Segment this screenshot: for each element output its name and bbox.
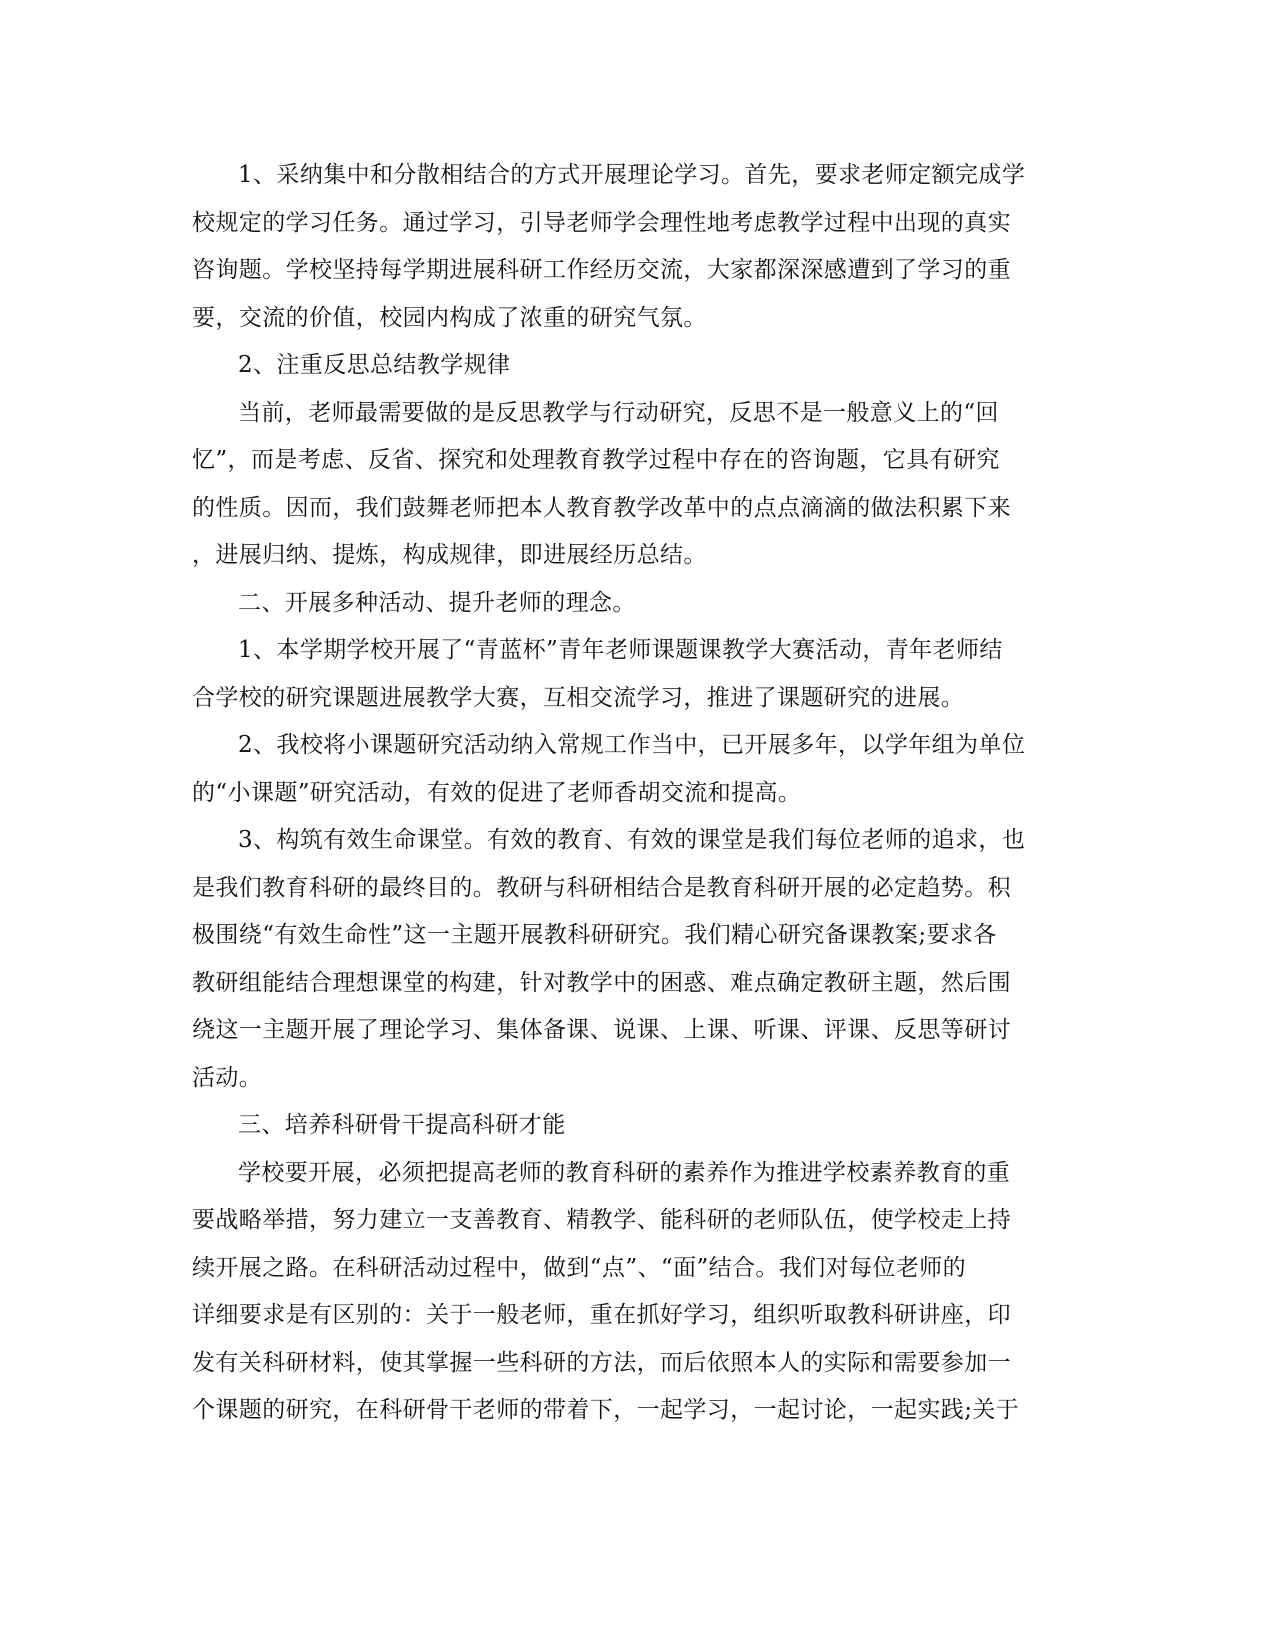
text-line: 1、采纳集中和分散相结合的方式开展理论学习。首先，要求老师定额完成学	[238, 162, 1026, 188]
text-line: ，进展归纳、提炼，构成规律，即进展经历总结。	[192, 542, 707, 568]
text-line: 学校要开展，必须把提高老师的教育科研的素养作为推进学校素养教育的重	[238, 1159, 1011, 1186]
text-line: 三、培养科研骨干提高科研才能	[238, 1112, 566, 1138]
text-line: 合学校的研究课题进展教学大赛，互相交流学习，推进了课题研究的进展。	[192, 684, 965, 711]
text-line: 1、本学期学校开展了“青蓝杯”青年老师课题课教学大赛活动，青年老师结	[238, 637, 1003, 663]
text-line: 教研组能结合理想课堂的构建，针对教学中的困惑、难点确定教研主题，然后围	[192, 969, 1011, 996]
text-line: 当前，老师最需要做的是反思教学与行动研究，反思不是一般意义上的“回	[238, 399, 999, 426]
text-line: 活动。	[192, 1064, 263, 1091]
text-line: 详细要求是有区别的：关于一般老师，重在抓好学习，组织听取教科研讲座，印	[192, 1302, 1011, 1328]
text-line: 的性质。因而，我们鼓舞老师把本人教育教学改革中的点点滴滴的做法积累下来	[192, 494, 1011, 521]
text-line: 2、注重反思总结教学规律	[238, 352, 511, 378]
text-line: 个课题的研究，在科研骨干老师的带着下，一起学习，一起讨论，一起实践;关于	[192, 1397, 1020, 1423]
text-line: 忆”，而是考虑、反省、探究和处理教育教学过程中存在的咨询题，它具有研究	[192, 447, 1000, 473]
text-line: 绕这一主题开展了理论学习、集体备课、说课、上课、听课、评课、反思等研讨	[192, 1017, 1011, 1043]
document-body	[192, 152, 1072, 1435]
text-line: 校规定的学习任务。通过学习，引导老师学会理性地考虑教学过程中出现的真实	[192, 209, 1011, 236]
text-line: 咨询题。学校坚持每学期进展科研工作经历交流，大家都深深感遭到了学习的重	[192, 257, 1011, 283]
text-line: 是我们教育科研的最终目的。教研与科研相结合是教育科研开展的必定趋势。积	[192, 874, 1011, 901]
text-line: 要战略举措，努力建立一支善教育、精教学、能科研的老师队伍，使学校走上持	[192, 1207, 1011, 1233]
text-line: 要，交流的价值，校园内构成了浓重的研究气氛。	[192, 304, 707, 331]
text-line: 3、构筑有效生命课堂。有效的教育、有效的课堂是我们每位老师的追求，也	[238, 827, 1026, 853]
text-line: 的“小课题”研究活动，有效的促进了老师香胡交流和提高。	[192, 779, 802, 806]
text-line: 极围绕“有效生命性”这一主题开展教科研研究。我们精心研究备课教案;要求各	[192, 922, 997, 948]
text-line: 发有关科研材料，使其掌握一些科研的方法，而后依照本人的实际和需要参加一	[192, 1349, 1011, 1376]
text-line: 2、我校将小课题研究活动纳入常规工作当中，已开展多年，以学年组为单位	[238, 732, 1026, 758]
text-line: 二、开展多种活动、提升老师的理念。	[238, 589, 636, 616]
text-line: 续开展之路。在科研活动过程中，做到“点”、“面”结合。我们对每位老师的	[192, 1254, 967, 1281]
